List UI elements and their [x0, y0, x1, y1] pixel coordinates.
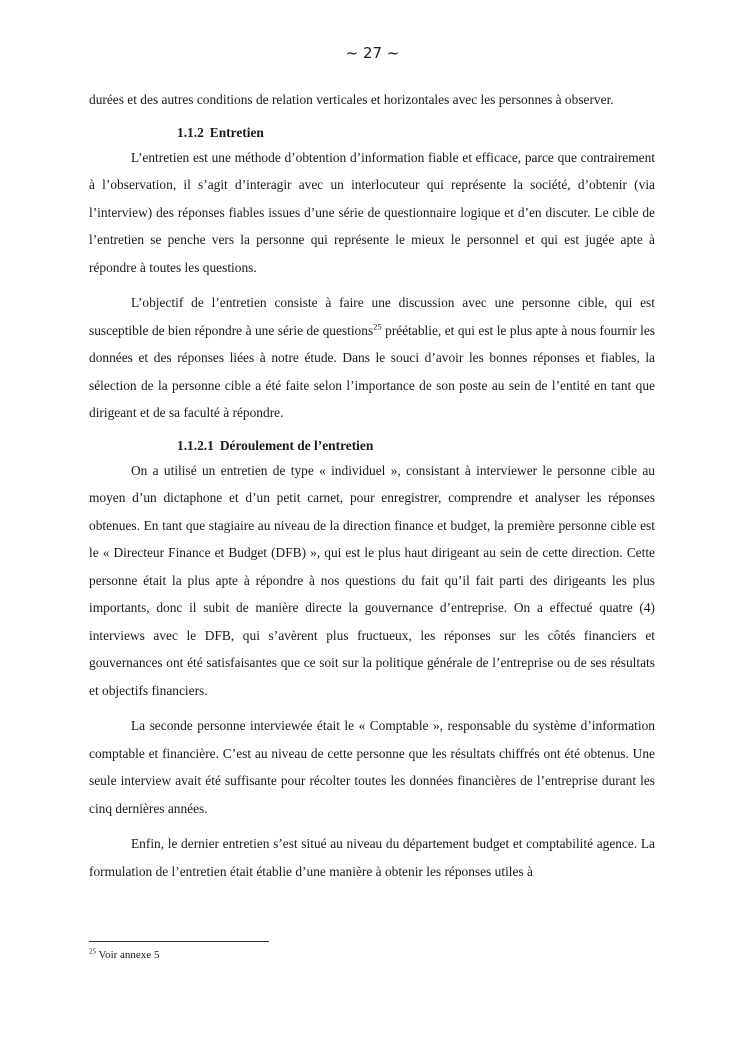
footnote-text: Voir annexe 5: [96, 949, 160, 961]
objectif-text-after: préétablie, et qui est le plus apte à nous fournir les données et des réponses liées à notre étude. Dans le souci d’avoir les bonnes réponses et fiables, la sélection de la personne cible a été faite selon l’importance de son poste au sein de l’entité en tant que dirigeant et de sa faculté à répondre.: [89, 322, 655, 420]
objectif-text-before: L’objectif de l’entretien consiste à faire une discussion avec une personne cible, qui est susceptible de bien répondre à une série de questions: [89, 295, 655, 338]
footnote-reference[interactable]: 25: [373, 321, 382, 332]
section-title: Entretien: [209, 124, 264, 140]
enfin-paragraph: Enfin, le dernier entretien s’est situé au niveau du département budget et comptabilité agence. La formulation de l’entretien était établie d’une manière à obtenir les réponses utiles à: [89, 836, 655, 879]
comptable-paragraph: La seconde personne interviewée était le « Comptable », responsable du système d’information comptable et financière. C’est au niveau de cette personne que les résultats chiffrés ont été obtenus. Une seule interview avait été suffisante pour récolter toutes les données financières de l’entreprise durant les cinq dernières années.: [89, 718, 655, 816]
objectif-paragraph: [89, 289, 655, 427]
footnote-divider: [89, 941, 269, 942]
section-heading-entretien: [89, 122, 655, 144]
subsection-heading-deroulement: [89, 435, 655, 457]
page-number: ~ 27 ~: [345, 44, 400, 62]
footnote: [89, 948, 159, 962]
footnote-number: 25: [89, 947, 96, 956]
body-text: [89, 86, 655, 893]
subsection-number: 1.1.2.1: [177, 437, 214, 453]
intro-paragraph: durées et des autres conditions de relation verticales et horizontales avec les personnes à observer.: [89, 92, 614, 107]
subsection-title: Déroulement de l’entretien: [219, 437, 374, 453]
section-number: 1.1.2: [177, 124, 204, 140]
deroulement-paragraph: On a utilisé un entretien de type « individuel », consistant à interviewer le personne cible au moyen d’un dictaphone et d’un petit carnet, pour enregistrer, comprendre et analyser les réponses obtenues. En tant que stagiaire au niveau de la direction finance et budget, la première personne cible est le « Directeur Finance et Budget (DFB) », qui est le plus haut dirigeant au sein de cette direction. Cette personne était la plus apte à répondre à nos questions du fait qu’il fait parti des dirigeants les plus importants, donc il subit de manière directe la gouvernance d’entreprise. On a effectué quatre (4) interviews avec le DFB, qui s’avèrent plus fructueux, les réponses sur les côtés financiers et gouvernances ont été satisfaisantes que ce soit sur la politique générale de l’entreprise ou de ses résultats et objectifs financiers.: [89, 462, 655, 698]
entretien-definition-paragraph: L’entretien est une méthode d’obtention d’information fiable et efficace, parce que contrairement à l’observation, il s’agit d’interagir avec un interlocuteur qui représente la société, d’obtenir (via l’interview) des réponses fiables issues d’une série de questionnaire logique et d’en discuter. Le cible de l’entretien se penche vers la personne qui représente le mieux le personnel et qui est jugée apte à répondre à toutes les questions.: [89, 149, 655, 275]
